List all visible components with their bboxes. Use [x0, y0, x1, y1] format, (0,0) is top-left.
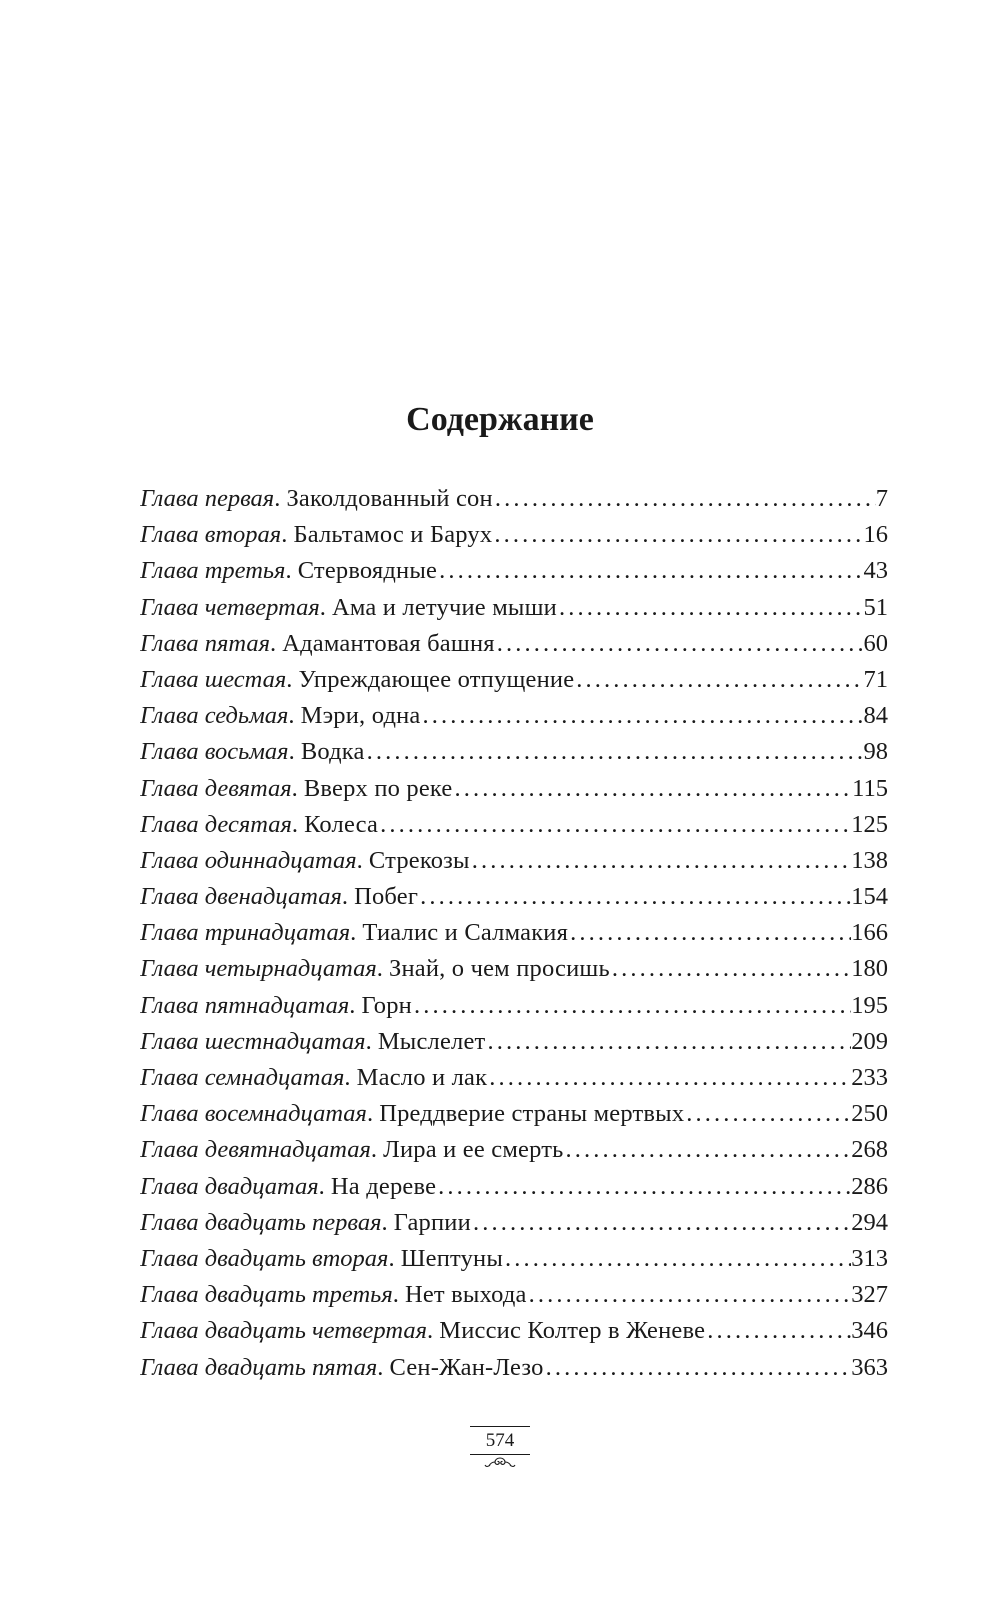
toc-entry-12 — [140, 879, 888, 915]
chapter-label: Глава восьмая — [140, 738, 289, 766]
toc-entry-23 — [140, 1277, 888, 1313]
page-number: 98 — [863, 738, 888, 766]
chapter-label: Глава двадцатая — [140, 1172, 319, 1200]
chapter-label: Глава двенадцатая — [140, 883, 342, 911]
dot-leader — [503, 1241, 851, 1277]
dot-leader — [365, 734, 864, 770]
chapter-label: Глава десятая — [140, 810, 292, 838]
label-separator: . — [281, 521, 294, 549]
chapter-label: Глава двадцать вторая — [140, 1244, 389, 1272]
chapter-label: Глава пятая — [140, 629, 270, 657]
chapter-label: Глава шестая — [140, 665, 287, 693]
toc-entry-3 — [140, 553, 888, 589]
dot-leader — [557, 590, 864, 626]
toc-entry-21 — [140, 1205, 888, 1241]
toc-entry-25 — [140, 1350, 888, 1386]
label-separator: . — [388, 1244, 401, 1272]
label-separator: . — [288, 738, 301, 766]
toc-entry-4 — [140, 590, 888, 626]
chapter-label: Глава первая — [140, 485, 275, 512]
dot-leader — [684, 1096, 851, 1132]
page-number: 16 — [863, 521, 888, 549]
label-separator: . — [376, 955, 389, 983]
label-separator: . — [318, 1172, 331, 1200]
dot-leader — [421, 698, 864, 734]
page-number: 138 — [851, 846, 888, 874]
page-number: 195 — [851, 991, 888, 1019]
folio-top-rule — [470, 1426, 530, 1427]
page-number: 233 — [851, 1064, 888, 1091]
dot-leader — [492, 517, 863, 553]
chapter-title: Вверх по реке — [303, 774, 453, 802]
chapter-title: Заколдованный сон — [286, 485, 493, 512]
label-separator: . — [285, 557, 298, 585]
page-number: 363 — [851, 1353, 888, 1381]
dot-leader — [437, 553, 863, 589]
page-title: Содержание — [406, 401, 594, 438]
page-folio — [470, 1426, 530, 1469]
toc-entry-10 — [140, 807, 888, 843]
chapter-label: Глава тринадцатая — [140, 919, 351, 947]
page-number: 84 — [863, 702, 888, 730]
label-separator: . — [291, 774, 304, 802]
toc-entry-13 — [140, 915, 888, 951]
flourish-ornament-icon — [480, 1455, 520, 1469]
page-number: 268 — [851, 1136, 888, 1164]
chapter-title: Тиалис и Салмакия — [362, 919, 569, 947]
chapter-title: Горн — [361, 991, 412, 1019]
toc-entry-22 — [140, 1241, 888, 1277]
dot-leader — [574, 662, 863, 698]
page-number: 327 — [851, 1281, 888, 1309]
chapter-label: Глава девятнадцатая — [140, 1136, 371, 1164]
label-separator: . — [381, 1208, 394, 1236]
toc-entry-7 — [140, 698, 888, 734]
label-separator: . — [319, 593, 332, 621]
dot-leader — [610, 951, 851, 987]
chapter-title: Водка — [300, 738, 365, 766]
chapter-label: Глава двадцать четвертая — [140, 1317, 427, 1345]
page-number: 313 — [851, 1244, 888, 1272]
label-separator: . — [291, 810, 305, 838]
dot-leader — [705, 1313, 851, 1349]
table-of-contents — [140, 481, 888, 1386]
chapter-title: Преддверие страны мертвых — [379, 1100, 685, 1128]
label-separator: . — [426, 1317, 440, 1345]
page-number: 43 — [863, 557, 888, 585]
chapter-title: Упреждающее отпущение — [298, 665, 575, 693]
chapter-title: Миссис Колтер в Женеве — [439, 1317, 706, 1345]
chapter-title: Адамантовая башня — [282, 629, 495, 657]
page-number: 286 — [851, 1172, 888, 1200]
page-number: 166 — [851, 919, 888, 947]
dot-leader — [544, 1350, 852, 1386]
page-number: 346 — [851, 1317, 888, 1345]
page-number: 115 — [852, 774, 888, 802]
chapter-label: Глава четвертая — [140, 593, 320, 621]
toc-entry-18 — [140, 1096, 888, 1132]
toc-entry-20 — [140, 1169, 888, 1205]
chapter-title: Сен-Жан-Лезо — [389, 1353, 544, 1381]
chapter-title: Бальтамос и Барух — [293, 521, 493, 549]
page-number: 71 — [863, 665, 888, 693]
dot-leader — [564, 1132, 852, 1168]
dot-leader — [487, 1060, 851, 1096]
chapter-label: Глава двадцать третья — [140, 1281, 393, 1309]
chapter-label: Глава пятнадцатая — [140, 991, 350, 1019]
chapter-label: Глава одиннадцатая — [140, 846, 357, 874]
chapter-title: Стрекозы — [368, 846, 470, 874]
page-number: 209 — [851, 1027, 888, 1055]
chapter-title: Колеса — [304, 810, 379, 838]
toc-entry-1 — [140, 481, 888, 517]
label-separator: . — [269, 629, 283, 657]
label-separator: . — [392, 1281, 405, 1309]
chapter-label: Глава четырнадцатая — [140, 955, 377, 983]
chapter-label: Глава двадцать первая — [140, 1208, 382, 1236]
dot-leader — [436, 1169, 851, 1205]
dot-leader — [493, 481, 876, 517]
dot-leader — [470, 843, 852, 879]
chapter-title: Масло и лак — [356, 1064, 488, 1091]
chapter-title: Мыслелет — [377, 1027, 486, 1055]
label-separator: . — [350, 919, 363, 947]
toc-entry-15 — [140, 988, 888, 1024]
toc-entry-16 — [140, 1024, 888, 1060]
label-separator: . — [341, 883, 355, 911]
chapter-title: Стервоядные — [297, 557, 438, 585]
label-separator: . — [370, 1136, 384, 1164]
toc-entry-11 — [140, 843, 888, 879]
toc-entry-5 — [140, 626, 888, 662]
toc-entry-2 — [140, 517, 888, 553]
dot-leader — [471, 1205, 851, 1241]
dot-leader — [527, 1277, 852, 1313]
page-number: 51 — [863, 593, 888, 621]
chapter-title: Гарпии — [393, 1208, 471, 1236]
toc-entry-17 — [140, 1060, 888, 1096]
chapter-title: Мэри, одна — [300, 702, 421, 730]
folio-number: 574 — [485, 1430, 515, 1451]
dot-leader — [378, 807, 851, 843]
page-number: 294 — [851, 1208, 888, 1236]
page-number: 154 — [851, 883, 888, 911]
chapter-title: Побег — [354, 883, 419, 911]
page-number: 250 — [851, 1100, 888, 1128]
dot-leader — [568, 915, 851, 951]
label-separator: . — [288, 702, 301, 730]
label-separator: . — [349, 991, 362, 1019]
label-separator: . — [286, 665, 299, 693]
chapter-label: Глава девятая — [140, 774, 292, 802]
toc-entry-19 — [140, 1132, 888, 1168]
chapter-title: На дереве — [330, 1172, 437, 1200]
label-separator: . — [377, 1353, 390, 1381]
chapter-label: Глава семнадцатая — [140, 1064, 345, 1091]
chapter-title: Знай, о чем просишь — [388, 955, 610, 983]
label-separator: . — [274, 485, 287, 512]
label-separator: . — [365, 1027, 378, 1055]
dot-leader — [418, 879, 851, 915]
dot-leader — [485, 1024, 851, 1060]
chapter-label: Глава седьмая — [140, 702, 289, 730]
chapter-label: Глава восемнадцатая — [140, 1100, 367, 1128]
chapter-title: Лира и ее смерть — [383, 1136, 564, 1164]
label-separator: . — [344, 1064, 357, 1091]
label-separator: . — [356, 846, 369, 874]
label-separator: . — [366, 1100, 380, 1128]
dot-leader — [453, 771, 853, 807]
chapter-title: Шептуны — [400, 1244, 504, 1272]
chapter-label: Глава третья — [140, 557, 286, 585]
dot-leader — [495, 626, 864, 662]
dot-leader — [412, 988, 851, 1024]
toc-entry-8 — [140, 734, 888, 770]
page-number: 180 — [851, 955, 888, 983]
page-number: 60 — [863, 629, 888, 657]
toc-entry-14 — [140, 951, 888, 987]
toc-entry-9 — [140, 771, 888, 807]
page-number: 125 — [851, 810, 888, 838]
page-number: 7 — [875, 485, 888, 512]
toc-entry-24 — [140, 1313, 888, 1349]
chapter-label: Глава вторая — [140, 521, 282, 549]
chapter-label: Глава двадцать пятая — [140, 1353, 378, 1381]
chapter-title: Нет выхода — [404, 1281, 527, 1309]
chapter-title: Ама и летучие мыши — [331, 593, 557, 621]
chapter-label: Глава шестнадцатая — [140, 1027, 366, 1055]
toc-entry-6 — [140, 662, 888, 698]
